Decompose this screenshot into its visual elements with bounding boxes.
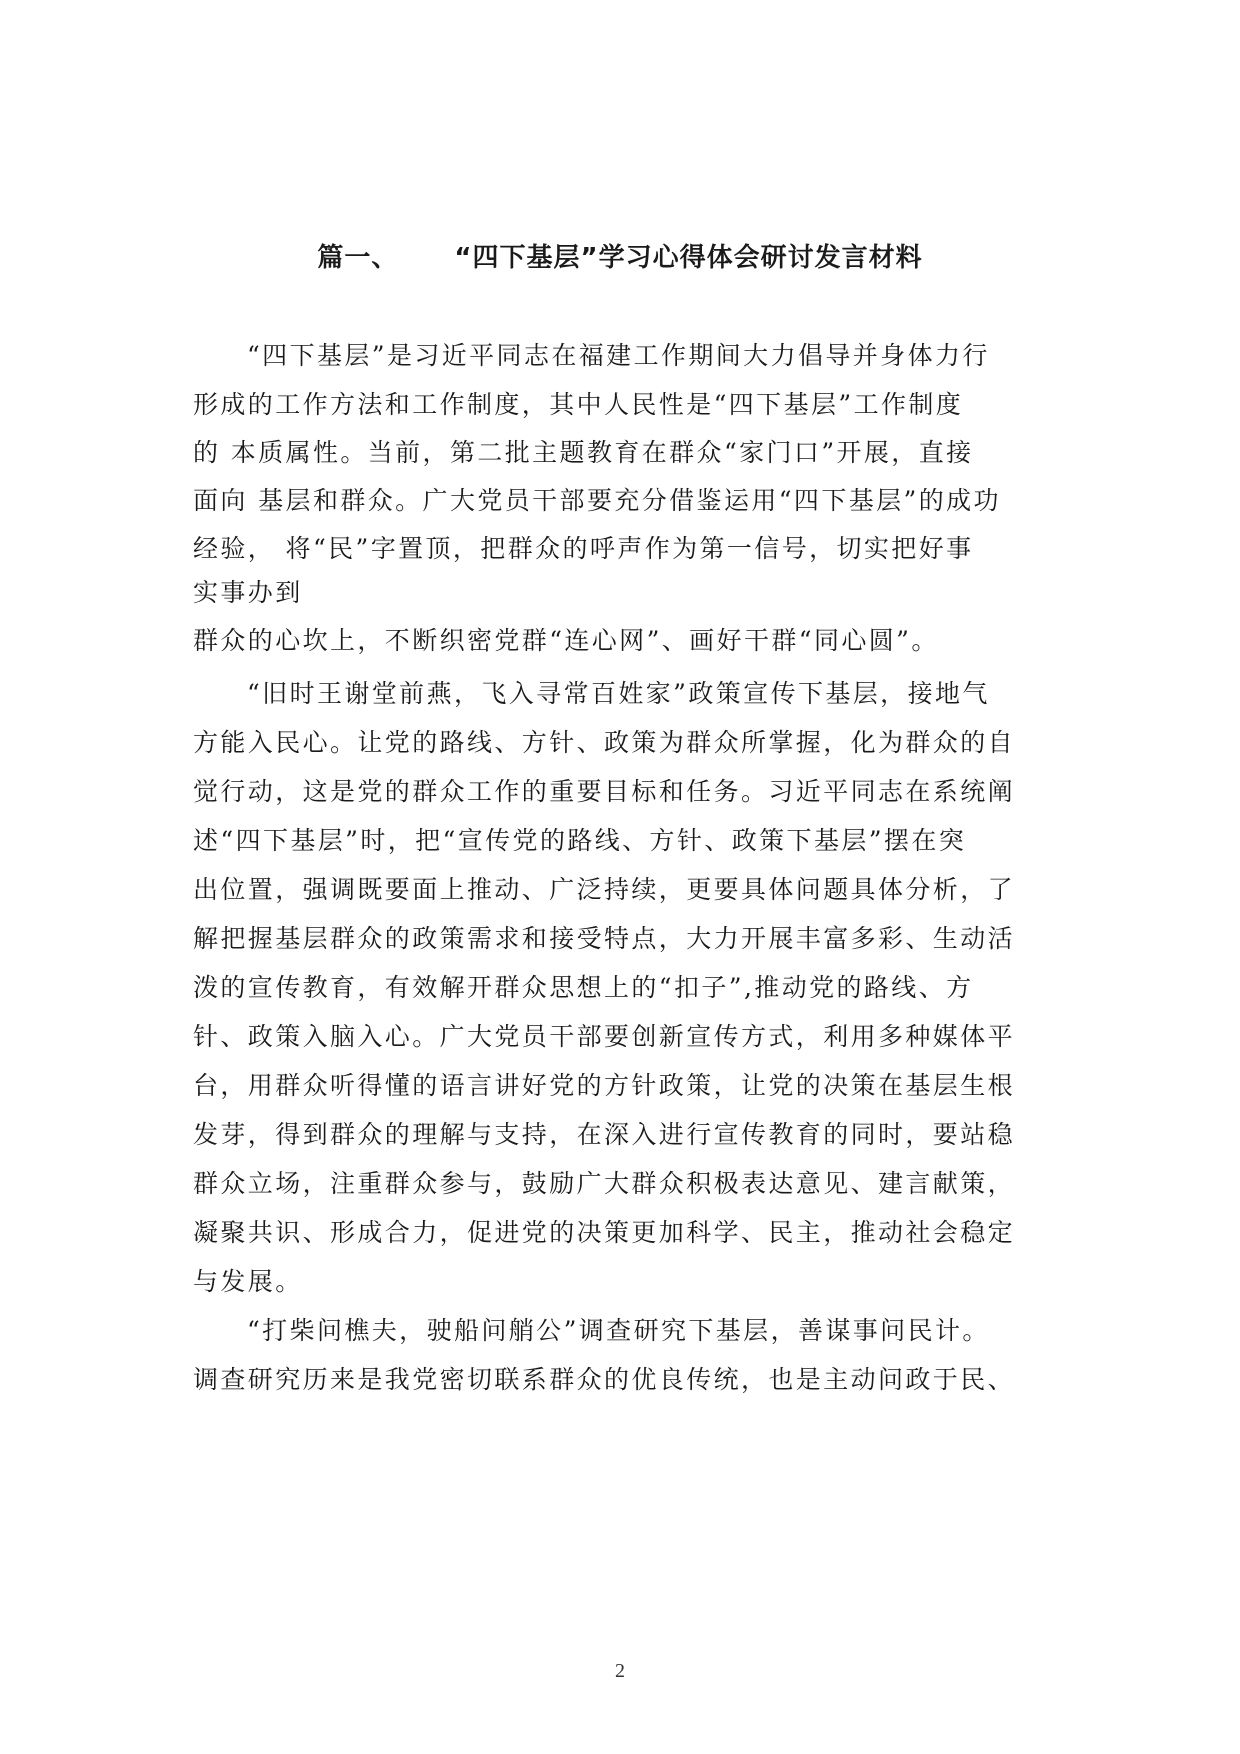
text-line: 述“四下基层”时，把“宣传党的路线、方针、政策下基层”摆在突 [193, 826, 967, 855]
page-title [0, 237, 1240, 274]
text-line: 的 本质属性。当前，第二批主题教育在群众“家门口”开展，直接 [193, 438, 974, 467]
text-line: “打柴问樵夫，驶船问艄公”调查研究下基层，善谋事问民计。 [247, 1316, 990, 1345]
text-line: 面向 基层和群众。广大党员干部要充分借鉴运用“四下基层”的成功 [193, 486, 1001, 515]
text-line: 泼的宣传教育，有效解开群众思想上的“扣子”,推动党的路线、方 [193, 973, 974, 1002]
text-line: 群众的心坎上，不断织密党群“连心网”、画好干群“同心圆”。 [193, 626, 939, 655]
text-line: “四下基层”是习近平同志在福建工作期间大力倡导并身体力行 [247, 341, 990, 370]
text-line: 形成的工作方法和工作制度，其中人民性是“四下基层”工作制度 [193, 390, 964, 419]
text-line: 与发展。 [193, 1267, 303, 1296]
text-line: 台，用群众听得懂的语言讲好党的方针政策，让党的决策在基层生根 [193, 1071, 1016, 1100]
title-main: “四下基层”学习心得体会研讨发言材料 [454, 243, 923, 273]
text-line: 针、政策入脑入心。广大党员干部要创新宣传方式，利用多种媒体平 [193, 1022, 1016, 1051]
text-line: 觉行动，这是党的群众工作的重要目标和任务。习近平同志在系统阐 [193, 777, 1016, 806]
text-line: 经验， 将“民”字置顶，把群众的呼声作为第一信号，切实把好事 [193, 534, 974, 563]
text-line: 方能入民心。让党的路线、方针、政策为群众所掌握，化为群众的自 [193, 728, 1016, 757]
page-number: 2 [615, 1660, 625, 1682]
text-line: 解把握基层群众的政策需求和接受特点，大力开展丰富多彩、生动活 [193, 924, 1016, 953]
text-line: 发芽，得到群众的理解与支持，在深入进行宣传教育的同时，要站稳 [193, 1120, 1016, 1149]
text-line: 调查研究历来是我党密切联系群众的优良传统，也是主动问政于民、 [193, 1365, 1016, 1394]
text-line: 群众立场，注重群众参与，鼓励广大群众积极表达意见、建言献策， [193, 1169, 1016, 1198]
text-line: “旧时王谢堂前燕，飞入寻常百姓家”政策宣传下基层，接地气 [247, 679, 990, 708]
title-prefix: 篇一、 [317, 243, 399, 273]
text-line: 凝聚共识、形成合力，促进党的决策更加科学、民主，推动社会稳定 [193, 1218, 1016, 1247]
text-line: 实事办到 [193, 578, 303, 607]
text-line: 出位置，强调既要面上推动、广泛持续，更要具体问题具体分析，了 [193, 875, 1016, 904]
